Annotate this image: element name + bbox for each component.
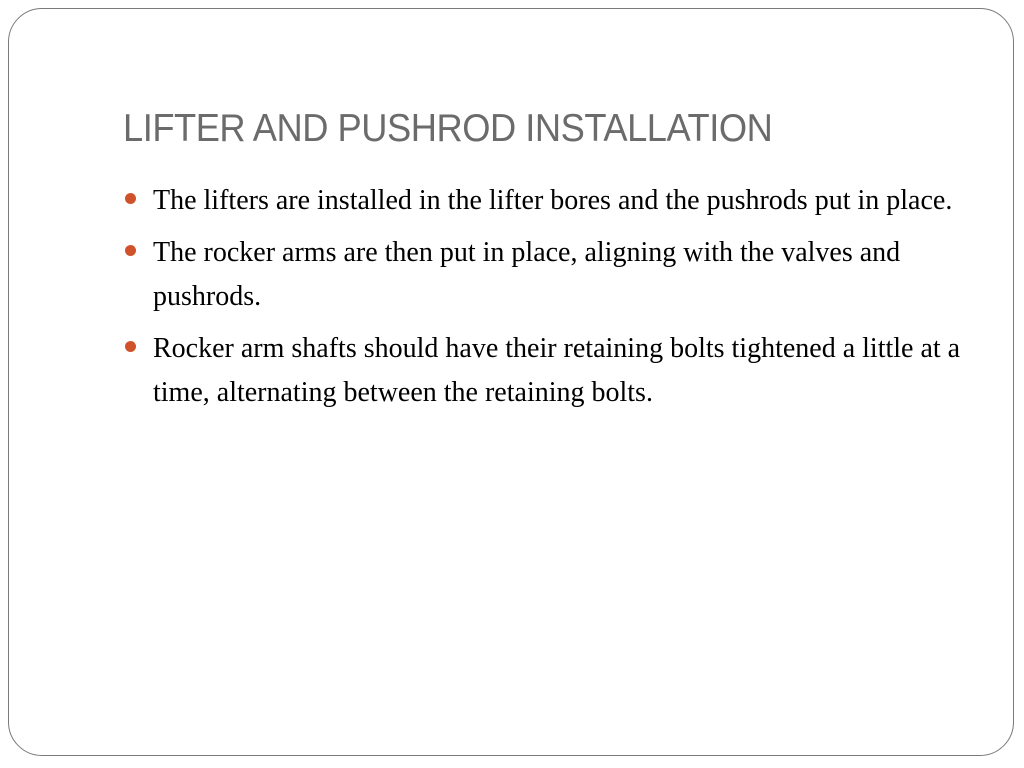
bullet-item	[125, 231, 975, 319]
bullet-text: The rocker arms are then put in place, aligning with the valves and pushrods.	[153, 237, 901, 312]
bullet-item	[125, 179, 975, 223]
slide-frame	[8, 8, 1014, 756]
bullet-item	[125, 327, 975, 415]
bullet-text: Rocker arm shafts should have their retaining bolts tightened a little at a time, alternating between the retaining bolts.	[153, 333, 961, 408]
bullet-dot-icon	[125, 245, 136, 256]
bullet-text: The lifters are installed in the lifter bores and the pushrods put in place.	[153, 185, 953, 216]
bullet-dot-icon	[125, 341, 136, 352]
bullet-list	[125, 179, 975, 423]
slide-title: LIFTER AND PUSHROD INSTALLATION	[123, 107, 773, 150]
bullet-dot-icon	[125, 193, 136, 204]
